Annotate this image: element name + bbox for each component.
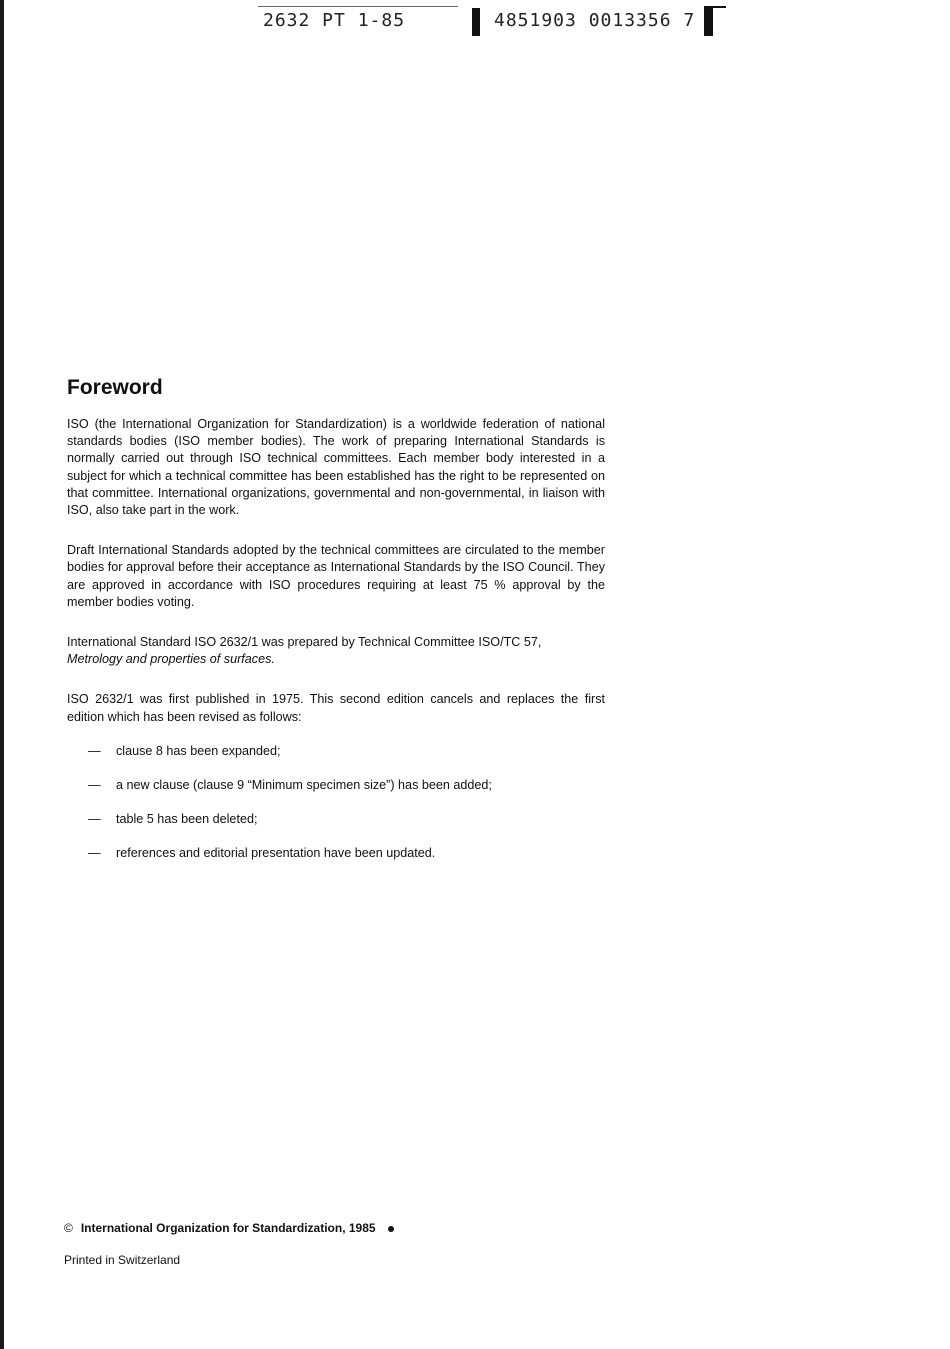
list-dash: — bbox=[88, 812, 101, 827]
printed-in: Printed in Switzerland bbox=[64, 1253, 181, 1267]
barcode-mark-right bbox=[704, 8, 713, 36]
list-item bbox=[67, 743, 605, 760]
bullet-dot-icon bbox=[388, 1226, 394, 1232]
list-item-text: table 5 has been deleted; bbox=[116, 812, 258, 827]
list-dash: — bbox=[88, 743, 101, 758]
copyright-line bbox=[64, 1221, 394, 1235]
list-item-text: clause 8 has been expanded; bbox=[116, 743, 281, 758]
list-item bbox=[67, 811, 605, 828]
barcode-mark-top bbox=[704, 6, 726, 8]
barcode-mark-left bbox=[472, 8, 480, 36]
foreword-section bbox=[67, 374, 605, 880]
copyright-text: International Organization for Standardization, 1985 bbox=[80, 1221, 376, 1235]
list-item-text: references and editorial presentation have been updated. bbox=[116, 846, 436, 861]
header-rule bbox=[258, 6, 458, 7]
header-barcode-number: 4851903 0013356 7 bbox=[494, 10, 696, 31]
list-dash: — bbox=[88, 846, 101, 861]
paragraph-edition: ISO 2632/1 was first published in 1975. This second edition cancels and replaces the first edition which has been revised as follows: bbox=[67, 692, 605, 724]
foreword-title: Foreword bbox=[67, 376, 163, 399]
paragraph-prepared-by bbox=[67, 634, 605, 668]
committee-name: Metrology and properties of surfaces. bbox=[67, 652, 275, 667]
list-item-text: a new clause (clause 9 “Minimum specimen size”) has been added; bbox=[116, 778, 492, 793]
paragraph-iso-intro: ISO (the International Organization for Standardization) is a worldwide federation of national standards bodies (ISO member bodies). The work of preparing International Standards is normally carried out through ISO technical committees. Each member body interested in a subject for which a technical committee has been established has the right to be represented on that committee. International organizations, governmental and non-governmental, in liaison with ISO, also take part in the work. bbox=[67, 417, 605, 518]
paragraph-draft-standards: Draft International Standards adopted by the technical committees are circulated to the member bodies for approval before their acceptance as International Standards by the ISO Council. They are approved in accordance with ISO procedures requiring at least 75 % approval by the member bodies voting. bbox=[67, 543, 605, 609]
copyright-icon: © bbox=[64, 1221, 73, 1235]
prepared-by-text: International Standard ISO 2632/1 was prepared by Technical Committee ISO/TC 57, bbox=[67, 635, 542, 650]
list-dash: — bbox=[88, 778, 101, 793]
list-item bbox=[67, 777, 605, 794]
revision-list bbox=[67, 743, 605, 863]
page-edge-scan bbox=[0, 0, 4, 1349]
header-document-code: 2632 PT 1-85 bbox=[263, 10, 406, 31]
list-item bbox=[67, 845, 605, 862]
